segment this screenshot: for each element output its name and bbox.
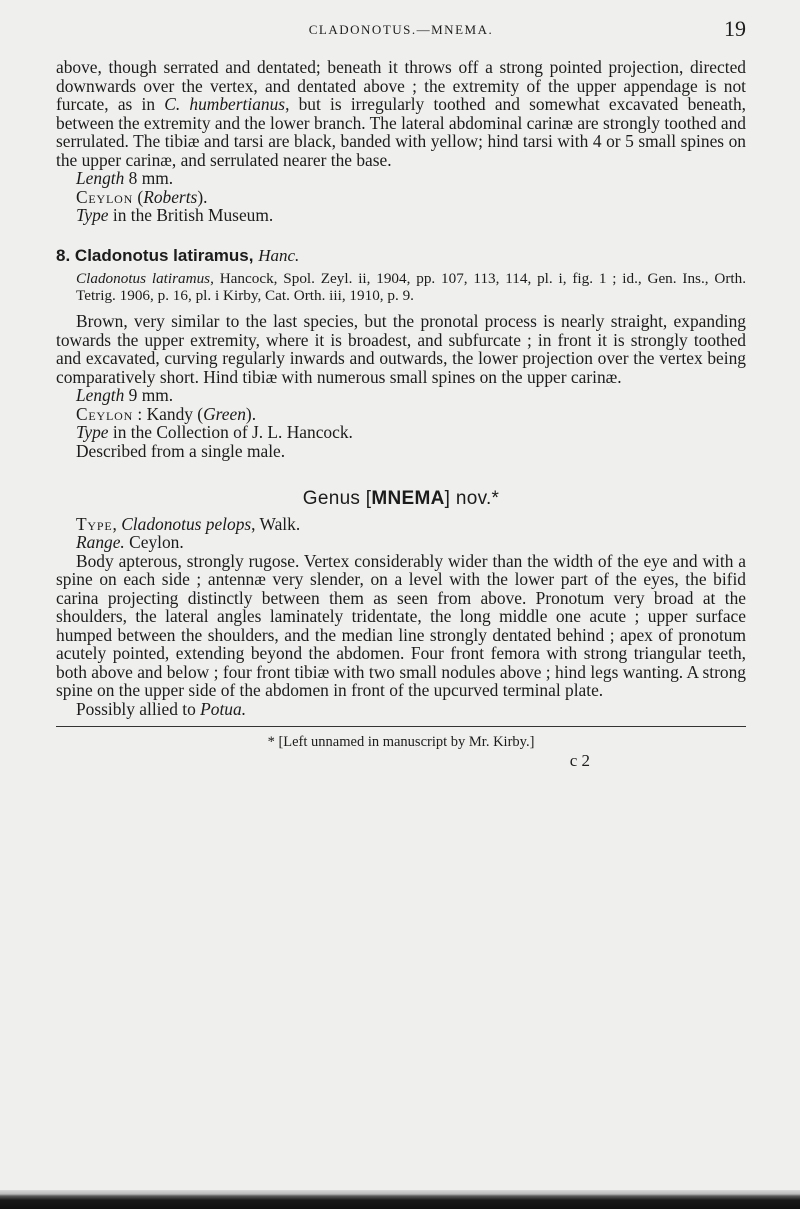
type-line-2 bbox=[56, 423, 746, 442]
citation-text: , Hancock, Spol. Zeyl. ii, 1904, pp. 107, 113, 114, pl. i, fig. 1 ; id., Gen. Ins., Orth. Tetrig. 1906, p. 16, pl. i Kirby, Cat. Orth. iii, 1910, p. 9. bbox=[76, 270, 746, 304]
page-header bbox=[56, 14, 746, 44]
length-label: Length bbox=[76, 385, 125, 405]
page-number: 19 bbox=[724, 16, 746, 41]
para1-text-b: , but is irregularly toothed and somewhat excavated beneath, between the extremity and the lower branch. The lateral abdominal carinæ are strongly toothed and serrulated. The tibiæ and tarsi are black, banded with yellow; hind tarsi with 4 or 5 small spines on the upper carinæ, and serrulated nearer the base. bbox=[56, 94, 746, 170]
described-line: Described from a single male. bbox=[76, 440, 286, 461]
type-label: Type bbox=[76, 205, 109, 225]
citation-block bbox=[56, 271, 746, 304]
locality-separator: : Kandy ( bbox=[133, 403, 204, 424]
locality-collector: Green bbox=[203, 403, 246, 424]
genus-suffix: ] nov.* bbox=[444, 488, 500, 509]
length-label: Length bbox=[76, 168, 125, 188]
locality-place: Ceylon bbox=[76, 403, 134, 424]
locality-close: ). bbox=[197, 186, 208, 207]
length-value: 9 mm. bbox=[124, 385, 174, 405]
allied-line bbox=[56, 700, 746, 719]
description-paragraph-1 bbox=[56, 58, 746, 169]
type-label: Type bbox=[76, 422, 109, 442]
locality-collector: Roberts bbox=[143, 186, 198, 207]
allied-genus: Potua. bbox=[200, 698, 247, 719]
description-paragraph-3: Body apterous, strongly rugose. Vertex considerably wider than the width of the eye and with a spine on each side ; antennæ very slender, on a level with the lower part of the eyes, the bifid carina projecting distinctly between them as seen from above. Pronotum very broad at the shoulders, the lateral angles laminately tridentate, the long middle one acute ; upper surface humped between the shoulders, and the median line strongly dentated behind ; apex of pronotum acutely pointed, extending beyond the abdomen. Four front femora with strong triangular teeth, both above and below ; four front tibiæ with two small nodules above ; hind legs wanting. A strong spine on the upper side of the abdomen in front of the upcurved terminal plate. bbox=[56, 550, 746, 700]
locality-line-2 bbox=[56, 405, 746, 424]
length-value: 8 mm. bbox=[124, 168, 174, 188]
allied-text: Possibly allied to bbox=[76, 698, 201, 719]
range-line bbox=[56, 533, 746, 552]
scan-edge-shadow bbox=[0, 1190, 800, 1209]
genus-name: MNEMA bbox=[371, 488, 445, 509]
type-line-1 bbox=[56, 206, 746, 225]
species-number: 8. bbox=[56, 245, 71, 265]
type-text: in the British Museum. bbox=[108, 205, 274, 225]
genus-type-line bbox=[56, 515, 746, 534]
description-paragraph-2: Brown, very similar to the last species, but the pronotal process is nearly straight, expanding towards the upper extremity, where it is broadest, and subfurcate ; in front it is strongly toothed and excavated, curving regularly inwards and outwards, the lower projection over the vertex being comparatively short. Hind tibiæ with numerous small spines on the upper carinæ. bbox=[56, 311, 746, 387]
genus-type-author: , Walk. bbox=[251, 513, 301, 534]
footnote-rule bbox=[56, 726, 746, 727]
running-head: CLADONOTUS.—MNEMA. bbox=[308, 22, 494, 37]
locality-open: ( bbox=[133, 186, 144, 207]
para1-text-a: above, though serrated and dentated; beneath it throws off a strong pointed projection, directed downwards over the vertex, and dentated above ; the extremity of the upper appendage is not furcate, as in bbox=[56, 57, 746, 114]
range-label: Range. bbox=[76, 532, 125, 552]
locality-line-1 bbox=[56, 188, 746, 207]
range-value: Ceylon. bbox=[124, 532, 184, 552]
genus-prefix: Genus [ bbox=[302, 488, 372, 509]
type-text: in the Collection of J. L. Hancock. bbox=[108, 422, 353, 442]
locality-close: ). bbox=[245, 403, 257, 424]
genus-type-sep: , bbox=[112, 513, 122, 534]
species-heading bbox=[56, 247, 746, 266]
genus-type-species: Cladonotus pelops bbox=[121, 513, 252, 534]
length-line-1 bbox=[56, 169, 746, 188]
species-author: Hanc. bbox=[258, 245, 300, 265]
genus-type-label: Type bbox=[76, 513, 113, 534]
species-reference: C. humbertianus bbox=[164, 94, 286, 114]
main-text bbox=[56, 58, 746, 770]
footnote: * [Left unnamed in manuscript by Mr. Kirby.] bbox=[267, 734, 535, 750]
citation-taxon: Cladonotus latiramus bbox=[76, 270, 211, 287]
signature-mark: c 2 bbox=[569, 750, 590, 770]
length-line-2 bbox=[56, 386, 746, 405]
species-name: Cladonotus latiramus, bbox=[74, 245, 254, 265]
genus-heading bbox=[56, 490, 746, 509]
locality-place: Ceylon bbox=[76, 186, 134, 207]
